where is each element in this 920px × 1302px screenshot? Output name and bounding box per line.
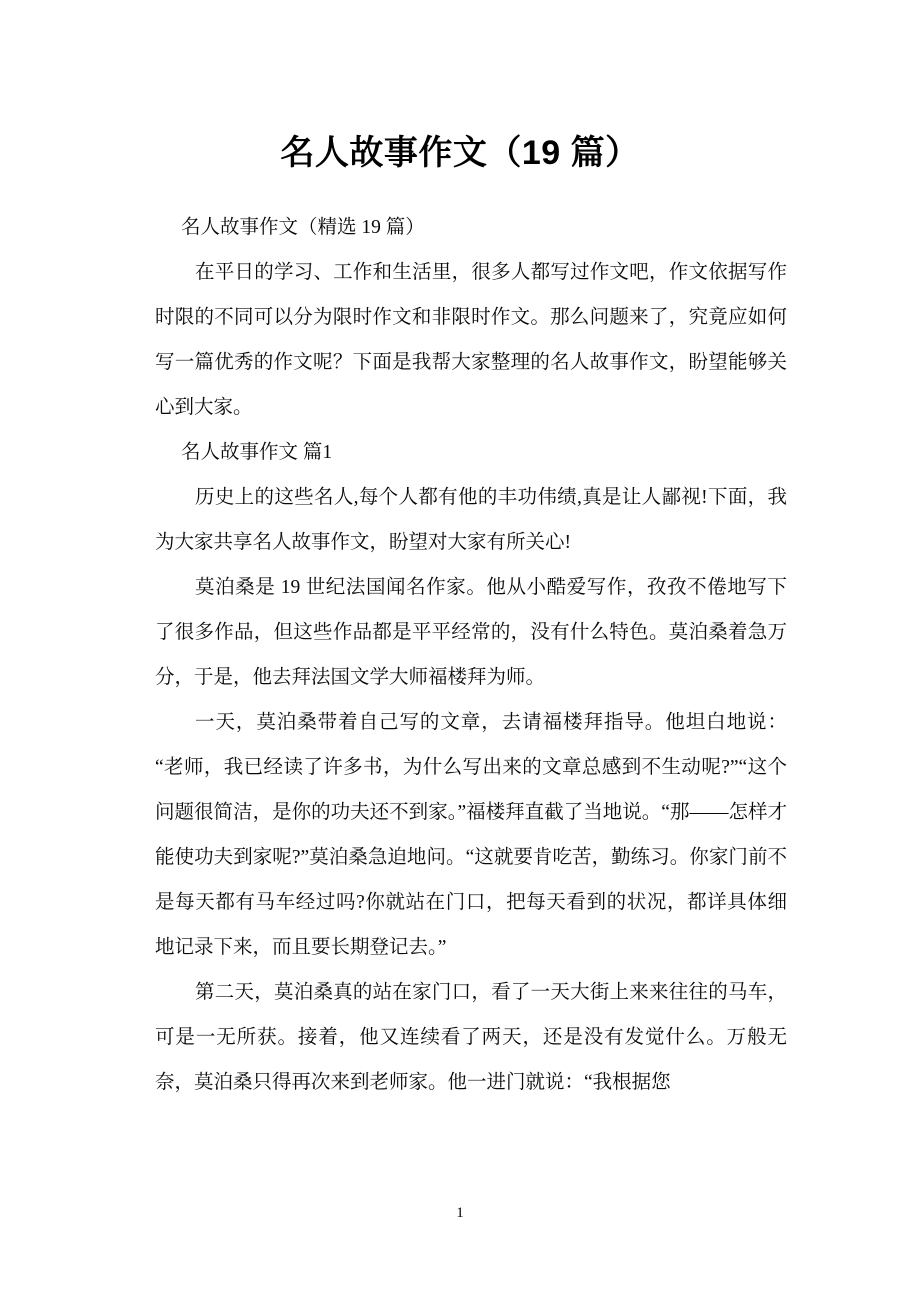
- document-body: [155, 205, 787, 1105]
- body-paragraph-3: 一天，莫泊桑带着自己写的文章，去请福楼拜指导。他坦白地说：“老师，我已经读了许多书，为什么写出来的文章总感到不生动呢?”“这个问题很简洁，是你的功夫还不到家。”福楼拜直截了当地说。“那——怎样才能使功夫到家呢?”莫泊桑急迫地问。“这就要肯吃苦，勤练习。你家门前不是每天都有马车经过吗?你就站在门口，把每天看到的状况，都详具体细地记录下来，而且要长期登记去。”: [155, 712, 787, 958]
- document-subtitle: 名人故事作文（精选 19 篇）: [181, 217, 425, 238]
- body-paragraph-1: 历史上的这些名人,每个人都有他的丰功伟绩,真是让人鄙视!下面，我为大家共享名人故事作文，盼望对大家有所关心!: [155, 487, 787, 553]
- page-title: 名人故事作文（19 篇）: [280, 133, 640, 172]
- body-paragraph-2: 莫泊桑是 19 世纪法国闻名作家。他从小酷爱写作，孜孜不倦地写下了很多作品，但这些作品都是平平经常的，没有什么特色。莫泊桑着急万分，于是，他去拜法国文学大师福楼拜为师。: [155, 577, 787, 688]
- section-heading: 名人故事作文 篇1: [181, 442, 333, 463]
- body-paragraph-4: 第二天，莫泊桑真的站在家门口，看了一天大街上来来往往的马车，可是一无所获。接着，他又连续看了两天，还是没有发觉什么。万般无奈，莫泊桑只得再次来到老师家。他一进门就说：“我根据您: [155, 982, 787, 1093]
- intro-paragraph: 在平日的学习、工作和生活里，很多人都写过作文吧，作文依据写作时限的不同可以分为限时作文和非限时作文。那么问题来了，究竟应如何写一篇优秀的作文呢？下面是我帮大家整理的名人故事作文，盼望能够关心到大家。: [155, 262, 787, 418]
- page-number: 1: [456, 1205, 464, 1221]
